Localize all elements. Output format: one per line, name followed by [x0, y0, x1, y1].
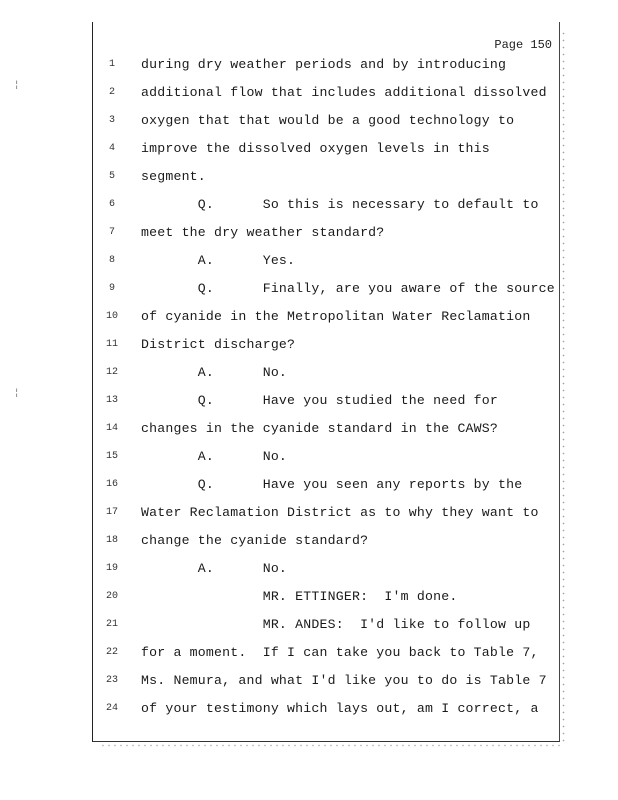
line-number: 18: [105, 535, 118, 546]
transcript-line: [0, 281, 618, 309]
transcript-line: [0, 337, 618, 365]
line-number: 9: [108, 283, 115, 294]
line-text: MR. ANDES: I'd like to follow up: [141, 617, 531, 632]
transcript-line: [0, 645, 618, 673]
line-number: 4: [108, 143, 115, 154]
line-number: 3: [108, 115, 115, 126]
line-number: 22: [105, 647, 118, 658]
line-number: 10: [105, 311, 118, 322]
transcript-line: [0, 673, 618, 701]
line-text: additional flow that includes additional dissolved: [141, 85, 547, 100]
line-text: A. No.: [141, 561, 288, 576]
transcript-line: [0, 421, 618, 449]
transcript-line: [0, 253, 618, 281]
line-number: 17: [105, 507, 118, 518]
line-number: 21: [105, 619, 118, 630]
line-text: improve the dissolved oxygen levels in this: [141, 141, 490, 156]
line-text: Water Reclamation District as to why they want to: [141, 505, 539, 520]
transcript-line: [0, 561, 618, 589]
line-text: A. No.: [141, 365, 288, 380]
line-number: 14: [105, 423, 118, 434]
line-text: segment.: [141, 169, 206, 184]
line-number: 23: [105, 675, 118, 686]
line-number: 1: [108, 59, 115, 70]
line-number: 12: [105, 367, 118, 378]
line-text: change the cyanide standard?: [141, 533, 369, 548]
line-number: 15: [105, 451, 118, 462]
transcript-line: [0, 85, 618, 113]
line-text: Q. Finally, are you aware of the source: [141, 281, 555, 296]
transcript-line: [0, 589, 618, 617]
transcript-line: [0, 365, 618, 393]
line-text: District discharge?: [141, 337, 296, 352]
line-number: 8: [108, 255, 115, 266]
line-number: 20: [105, 591, 118, 602]
line-number: 19: [105, 563, 118, 574]
scan-bottom-artifact: [100, 744, 560, 747]
line-text: during dry weather periods and by introducing: [141, 57, 507, 72]
transcript-line: [0, 533, 618, 561]
line-number: 16: [105, 479, 118, 490]
line-number: 24: [105, 703, 118, 714]
transcript-line: [0, 309, 618, 337]
transcript-line: [0, 617, 618, 645]
line-text: meet the dry weather standard?: [141, 225, 385, 240]
line-text: A. No.: [141, 449, 288, 464]
line-text: A. Yes.: [141, 253, 296, 268]
line-number: 7: [108, 227, 115, 238]
page-number: Page 150: [494, 38, 552, 52]
line-number: 11: [105, 339, 118, 350]
line-number: 6: [108, 199, 115, 210]
transcript-line: [0, 449, 618, 477]
transcript-line: [0, 113, 618, 141]
line-text: of cyanide in the Metropolitan Water Reclamation: [141, 309, 531, 324]
line-text: for a moment. If I can take you back to Table 7,: [141, 645, 539, 660]
transcript-line: [0, 225, 618, 253]
line-text: Ms. Nemura, and what I'd like you to do is Table 7: [141, 673, 547, 688]
binder-mark: ¦: [14, 388, 20, 398]
line-number: 13: [105, 395, 118, 406]
transcript-line: [0, 393, 618, 421]
line-text: MR. ETTINGER: I'm done.: [141, 589, 458, 604]
transcript-line: [0, 701, 618, 729]
transcript-line: [0, 141, 618, 169]
binder-mark: ¦: [14, 80, 20, 90]
transcript-line: [0, 197, 618, 225]
line-text: oxygen that that would be a good technology to: [141, 113, 515, 128]
line-text: Q. Have you seen any reports by the: [141, 477, 523, 492]
line-text: Q. So this is necessary to default to: [141, 197, 539, 212]
line-number: 5: [108, 171, 115, 182]
transcript-line: [0, 57, 618, 85]
line-number: 2: [108, 87, 115, 98]
transcript-line: [0, 477, 618, 505]
line-text: changes in the cyanide standard in the CAWS?: [141, 421, 499, 436]
line-text: of your testimony which lays out, am I correct, a: [141, 701, 539, 716]
transcript-line: [0, 169, 618, 197]
transcript-line: [0, 505, 618, 533]
line-text: Q. Have you studied the need for: [141, 393, 499, 408]
